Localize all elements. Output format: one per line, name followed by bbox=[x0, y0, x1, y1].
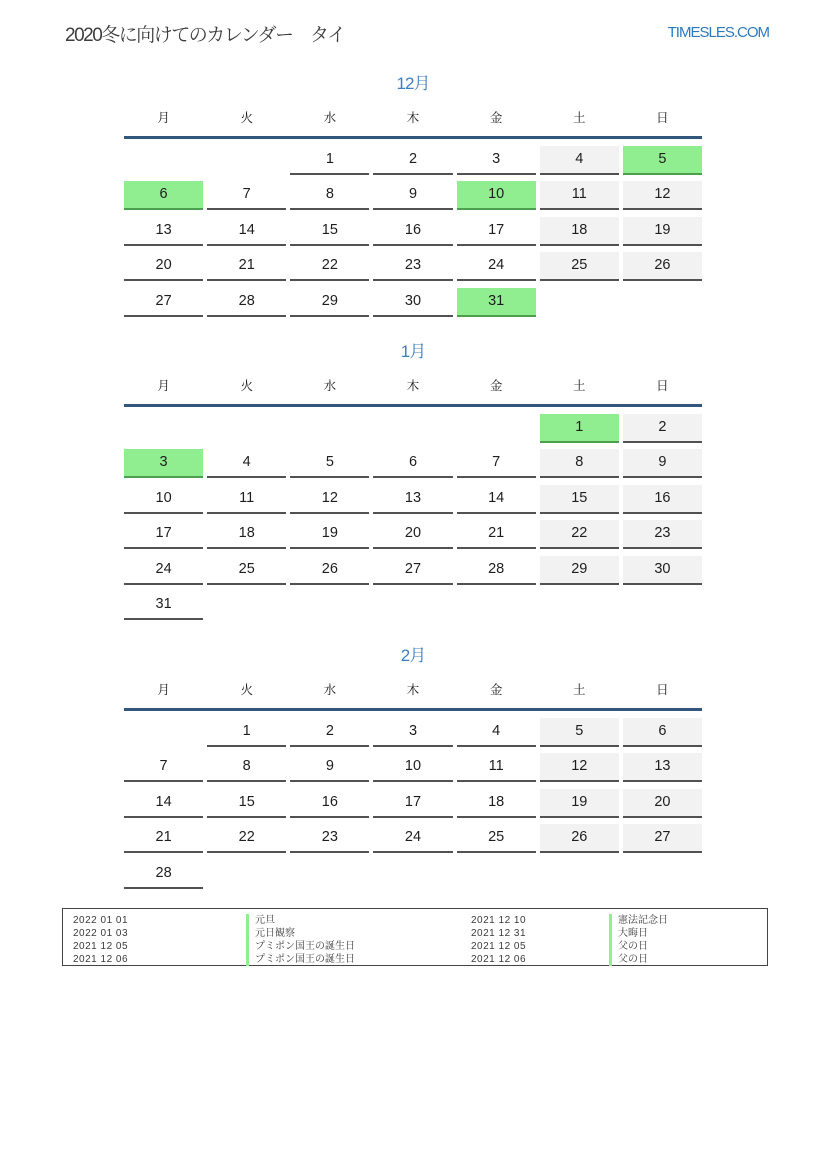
day-cell: 14 bbox=[207, 217, 286, 246]
day-cell: 1 bbox=[290, 146, 369, 175]
day-cell: 12 bbox=[290, 485, 369, 514]
weekend-day-cell: 6 bbox=[623, 718, 702, 747]
holiday-day-cell: 3 bbox=[124, 449, 203, 478]
day-cell: 8 bbox=[290, 181, 369, 210]
weekday-label: 日 bbox=[656, 111, 669, 125]
day-cell: 1 bbox=[207, 718, 286, 747]
day-cell: 18 bbox=[207, 520, 286, 549]
empty-cell bbox=[207, 860, 286, 887]
day-cell: 21 bbox=[124, 824, 203, 853]
day-cell: 4 bbox=[207, 449, 286, 478]
empty-cell bbox=[290, 414, 369, 441]
day-cell: 6 bbox=[373, 449, 452, 478]
empty-cell bbox=[290, 860, 369, 887]
day-cell: 28 bbox=[457, 556, 536, 585]
empty-cell bbox=[124, 414, 203, 441]
weekend-day-cell: 19 bbox=[540, 789, 619, 818]
legend-holiday-name: 大晦日 bbox=[609, 927, 668, 940]
empty-cell bbox=[623, 591, 702, 618]
weekend-day-cell: 18 bbox=[540, 217, 619, 246]
empty-cell bbox=[540, 860, 619, 887]
weekend-day-cell: 5 bbox=[540, 718, 619, 747]
weekday-label: 火 bbox=[240, 379, 253, 393]
empty-cell bbox=[540, 288, 619, 315]
weekend-day-cell: 8 bbox=[540, 449, 619, 478]
month-title: 2月 bbox=[400, 646, 426, 665]
day-cell: 14 bbox=[457, 485, 536, 514]
day-cell: 3 bbox=[373, 718, 452, 747]
weekday-label: 水 bbox=[323, 683, 337, 697]
empty-cell bbox=[373, 591, 452, 618]
empty-cell bbox=[457, 591, 536, 618]
weekday-header-row bbox=[124, 110, 702, 126]
month-title: 1月 bbox=[400, 342, 426, 361]
day-cell: 20 bbox=[124, 252, 203, 281]
weekday-label: 火 bbox=[240, 111, 253, 125]
day-grid bbox=[124, 407, 702, 621]
legend-labels-left bbox=[246, 914, 355, 966]
legend-holiday-date: 2022 01 01 bbox=[73, 915, 129, 926]
weekday-label: 火 bbox=[240, 683, 253, 697]
day-cell: 8 bbox=[207, 753, 286, 782]
day-grid bbox=[124, 139, 702, 317]
empty-cell bbox=[623, 288, 702, 315]
weekday-label: 月 bbox=[157, 379, 170, 393]
empty-cell bbox=[290, 591, 369, 618]
weekend-day-cell: 26 bbox=[540, 824, 619, 853]
day-cell: 22 bbox=[207, 824, 286, 853]
holiday-legend bbox=[62, 908, 768, 966]
month-block-december bbox=[124, 74, 702, 317]
day-cell: 25 bbox=[207, 556, 286, 585]
day-cell: 10 bbox=[124, 485, 203, 514]
empty-cell bbox=[540, 591, 619, 618]
empty-cell bbox=[623, 860, 702, 887]
day-cell: 13 bbox=[124, 217, 203, 246]
empty-cell bbox=[457, 860, 536, 887]
day-cell: 28 bbox=[207, 288, 286, 317]
day-cell: 24 bbox=[457, 252, 536, 281]
day-cell: 3 bbox=[457, 146, 536, 175]
empty-cell bbox=[124, 146, 203, 173]
weekend-day-cell: 15 bbox=[540, 485, 619, 514]
weekend-day-cell: 12 bbox=[540, 753, 619, 782]
day-cell: 7 bbox=[457, 449, 536, 478]
day-cell: 23 bbox=[373, 252, 452, 281]
empty-cell bbox=[207, 146, 286, 173]
weekday-label: 金 bbox=[489, 379, 503, 393]
empty-cell bbox=[373, 414, 452, 441]
weekend-day-cell: 25 bbox=[540, 252, 619, 281]
day-cell: 14 bbox=[124, 789, 203, 818]
day-cell: 26 bbox=[290, 556, 369, 585]
day-cell: 16 bbox=[373, 217, 452, 246]
weekday-label: 木 bbox=[406, 683, 420, 697]
holiday-day-cell: 31 bbox=[457, 288, 536, 317]
empty-cell bbox=[457, 414, 536, 441]
day-cell: 17 bbox=[457, 217, 536, 246]
legend-holiday-date: 2021 12 06 bbox=[471, 954, 527, 965]
day-cell: 21 bbox=[207, 252, 286, 281]
month-title: 12月 bbox=[396, 74, 430, 93]
weekday-header-row bbox=[124, 682, 702, 698]
weekday-label: 金 bbox=[489, 111, 503, 125]
legend-holiday-date: 2021 12 05 bbox=[471, 941, 527, 952]
day-cell: 18 bbox=[457, 789, 536, 818]
weekend-day-cell: 19 bbox=[623, 217, 702, 246]
legend-holiday-name: 元旦 bbox=[246, 914, 355, 927]
holiday-day-cell: 6 bbox=[124, 181, 203, 210]
legend-holiday-date: 2021 12 06 bbox=[73, 954, 129, 965]
weekday-label: 土 bbox=[573, 111, 586, 125]
legend-holiday-name: 憲法記念日 bbox=[609, 914, 668, 927]
day-cell: 9 bbox=[373, 181, 452, 210]
day-cell: 2 bbox=[373, 146, 452, 175]
weekend-day-cell: 2 bbox=[623, 414, 702, 443]
weekday-label: 木 bbox=[406, 111, 420, 125]
day-cell: 7 bbox=[207, 181, 286, 210]
weekday-label: 水 bbox=[323, 379, 337, 393]
holiday-day-cell: 1 bbox=[540, 414, 619, 443]
weekday-label: 土 bbox=[573, 379, 586, 393]
weekday-label: 水 bbox=[323, 111, 337, 125]
day-cell: 9 bbox=[290, 753, 369, 782]
weekend-day-cell: 30 bbox=[623, 556, 702, 585]
day-cell: 11 bbox=[207, 485, 286, 514]
empty-cell bbox=[373, 860, 452, 887]
day-cell: 17 bbox=[124, 520, 203, 549]
legend-dates-left bbox=[73, 914, 128, 966]
weekend-day-cell: 4 bbox=[540, 146, 619, 175]
weekend-day-cell: 12 bbox=[623, 181, 702, 210]
weekday-label: 日 bbox=[656, 379, 669, 393]
legend-holiday-name: プミポン国王の誕生日 bbox=[246, 940, 355, 953]
weekend-day-cell: 9 bbox=[623, 449, 702, 478]
legend-holiday-date: 2021 12 10 bbox=[471, 915, 527, 926]
legend-holiday-name: 父の日 bbox=[609, 940, 668, 953]
legend-holiday-date: 2022 01 03 bbox=[73, 928, 129, 939]
legend-holiday-name: プミポン国王の誕生日 bbox=[246, 953, 355, 966]
weekend-day-cell: 16 bbox=[623, 485, 702, 514]
weekend-day-cell: 29 bbox=[540, 556, 619, 585]
weekend-day-cell: 13 bbox=[623, 753, 702, 782]
day-cell: 24 bbox=[124, 556, 203, 585]
day-cell: 5 bbox=[290, 449, 369, 478]
day-cell: 11 bbox=[457, 753, 536, 782]
weekend-day-cell: 27 bbox=[623, 824, 702, 853]
legend-dates-right bbox=[471, 914, 526, 966]
day-cell: 27 bbox=[124, 288, 203, 317]
site-logo[interactable]: TIMESLES.COM bbox=[667, 24, 769, 41]
day-cell: 22 bbox=[290, 252, 369, 281]
day-cell: 28 bbox=[124, 860, 203, 889]
page-title: 2020冬に向けてのカレンダー タイ bbox=[65, 25, 345, 46]
day-cell: 15 bbox=[207, 789, 286, 818]
weekday-label: 木 bbox=[406, 379, 420, 393]
weekend-day-cell: 11 bbox=[540, 181, 619, 210]
weekend-day-cell: 22 bbox=[540, 520, 619, 549]
legend-labels-right bbox=[609, 914, 668, 966]
day-cell: 25 bbox=[457, 824, 536, 853]
day-cell: 21 bbox=[457, 520, 536, 549]
day-cell: 23 bbox=[290, 824, 369, 853]
weekend-day-cell: 23 bbox=[623, 520, 702, 549]
day-cell: 30 bbox=[373, 288, 452, 317]
holiday-day-cell: 5 bbox=[623, 146, 702, 175]
month-block-january bbox=[124, 342, 702, 620]
legend-holiday-name: 元日観察 bbox=[246, 927, 355, 940]
day-cell: 17 bbox=[373, 789, 452, 818]
day-cell: 15 bbox=[290, 217, 369, 246]
month-block-february bbox=[124, 646, 702, 889]
day-cell: 10 bbox=[373, 753, 452, 782]
day-cell: 7 bbox=[124, 753, 203, 782]
weekday-label: 月 bbox=[157, 683, 170, 697]
weekday-label: 土 bbox=[573, 683, 586, 697]
empty-cell bbox=[124, 718, 203, 745]
day-cell: 16 bbox=[290, 789, 369, 818]
empty-cell bbox=[207, 414, 286, 441]
day-cell: 27 bbox=[373, 556, 452, 585]
day-cell: 20 bbox=[373, 520, 452, 549]
legend-holiday-name: 父の日 bbox=[609, 953, 668, 966]
day-cell: 2 bbox=[290, 718, 369, 747]
day-cell: 19 bbox=[290, 520, 369, 549]
weekday-label: 日 bbox=[656, 683, 669, 697]
empty-cell bbox=[207, 591, 286, 618]
weekend-day-cell: 20 bbox=[623, 789, 702, 818]
legend-holiday-date: 2021 12 31 bbox=[471, 928, 527, 939]
day-cell: 4 bbox=[457, 718, 536, 747]
day-cell: 24 bbox=[373, 824, 452, 853]
weekend-day-cell: 26 bbox=[623, 252, 702, 281]
day-cell: 13 bbox=[373, 485, 452, 514]
day-cell: 31 bbox=[124, 591, 203, 620]
weekday-label: 金 bbox=[489, 683, 503, 697]
weekday-header-row bbox=[124, 378, 702, 394]
day-grid bbox=[124, 711, 702, 889]
day-cell: 29 bbox=[290, 288, 369, 317]
holiday-day-cell: 10 bbox=[457, 181, 536, 210]
legend-holiday-date: 2021 12 05 bbox=[73, 941, 129, 952]
weekday-label: 月 bbox=[157, 111, 170, 125]
